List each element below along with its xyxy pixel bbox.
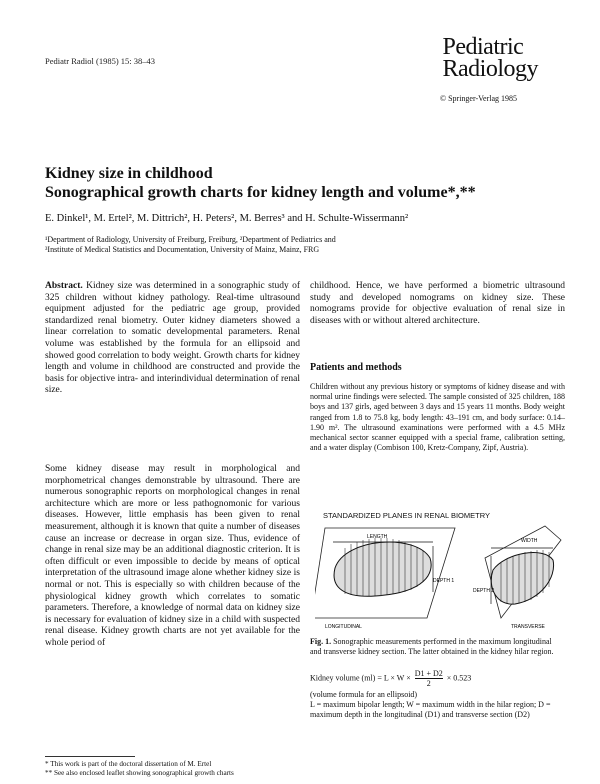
caption-label: Fig. 1. bbox=[310, 637, 332, 646]
affiliation-line1: ¹Department of Radiology, University of Freiburg, Freiburg, ²Department of Pediatrics and bbox=[45, 235, 336, 244]
figure-heading: STANDARDIZED PLANES IN RENAL BIOMETRY bbox=[323, 511, 490, 520]
formula-note-line2: L = maximum bipolar length; W = maximum width in the hilar region; D = maximum depth in the longitudinal (D1) and transverse section (D2) bbox=[310, 699, 551, 719]
affiliation-line2: ³Institute of Medical Statistics and Documentation, University of Mainz, Mainz, FRG bbox=[45, 245, 320, 254]
abstract-text: Kidney size was determined in a sonographic study of 325 children without kidney pathology. Real-time ultrasound equipment adjusted for the pediatric age group, provided standardized renal biometry. Outer kidney diameters showed a linear correlation to somatic developmental parameters. Renal volume was established by the formula for an ellipsoid and showed good correlation to body weight. Growth charts for kidney length and volume in childhood are constructed and provide the basis for objective intra- and interindividual determination of renal size. bbox=[45, 281, 301, 396]
footnotes bbox=[45, 760, 300, 778]
affiliations bbox=[45, 235, 565, 255]
abstract bbox=[45, 281, 300, 397]
figure-renal-biometry bbox=[315, 508, 565, 632]
label-depth2: DEPTH 2 bbox=[473, 588, 495, 594]
introduction-text: Some kidney disease may result in morphological and morphometrical changes demonstrable by ultrasound. There are numerous sonographic reports on morphological changes in renal architecture which are more or less pathognomonic for various diseases. However, little emphasis has been given to renal measurement, although it is known that quite a number of diseases cause an increase or decrease in organ size. Thus, evidence of change in renal size may be an additional diagnostic criterion. It is often difficult or even impossible to decide by means of optical interpretation of the ultrasound image alone whether kidney size is normal or not. This is especially so with children because of the physiological kidney growth which correlates to somatic parameters. Therefore, a knowledge of normal data on kidney size is necessary for evaluation of kidney size in a child with suspected renal disease. Kidney growth charts are not yet available for the whole period of bbox=[45, 464, 300, 648]
title-line2: Sonographical growth charts for kidney length and volume*,** bbox=[45, 184, 476, 201]
journal-name-line1: Pediatric bbox=[442, 34, 524, 60]
footnote-1: * This work is part of the doctoral dissertation of M. Ertel bbox=[45, 760, 212, 768]
formula-note-line1: (volume formula for an ellipsoid) bbox=[310, 690, 418, 699]
title-line1: Kidney size in childhood bbox=[45, 165, 213, 182]
label-transverse: TRANSVERSE bbox=[511, 624, 545, 630]
formula-fraction bbox=[415, 669, 443, 688]
formula-lhs: Kidney volume (ml) = L × W × bbox=[310, 673, 411, 683]
methods-text: Children without any previous history or symptoms of kidney disease and with normal urine findings were selected. The sample consisted of 325 children, 188 boys and 137 girls, aged between 3 days and 15 years 11 months. Body weight ranged from 1.8 to 75.8 kg, body length: 43–191 cm, and body surface: 0.14–1.90 m². The ultrasound examinations were performed with a 4.5 MHz mechanical sector scanner equipped with a special frame, calibration setting, and a water display (Combison 100, Kretz-Company, Zipf, Austria). bbox=[310, 382, 565, 453]
label-width: WIDTH bbox=[521, 538, 538, 544]
introduction-continued: childhood. Hence, we have performed a biometric ultrasound study and developed nomograms on kidney size. These nomograms provide for objective evaluation of renal size in diseases with or without altered architecture. bbox=[310, 281, 565, 326]
figure-caption bbox=[310, 637, 565, 657]
footnote-divider bbox=[45, 756, 135, 757]
label-length: LENGTH bbox=[367, 534, 388, 540]
caption-text: Sonographic measurements performed in the maximum longitudinal and transverse kidney section. The latter obtained in the kidney hilar region. bbox=[310, 637, 554, 656]
longitudinal-plane-illustration bbox=[315, 528, 455, 630]
formula-explanation bbox=[310, 690, 565, 719]
journal-name-line2: Radiology bbox=[442, 56, 538, 83]
journal-citation: Pediatr Radiol (1985) 15: 38–43 bbox=[45, 56, 156, 66]
abstract-label: Abstract. bbox=[45, 281, 83, 291]
journal-logo bbox=[442, 34, 539, 83]
label-longitudinal: LONGITUDINAL bbox=[325, 624, 362, 630]
section-heading-methods: Patients and methods bbox=[310, 362, 402, 373]
publisher-copyright: © Springer-Verlag 1985 bbox=[440, 94, 518, 103]
label-depth1: DEPTH 1 bbox=[433, 578, 455, 584]
formula-rhs: × 0.523 bbox=[446, 673, 472, 683]
formula-denominator: 2 bbox=[426, 679, 431, 688]
kidney-volume-formula bbox=[310, 669, 565, 688]
article-title bbox=[45, 164, 565, 202]
transverse-plane-illustration bbox=[473, 526, 561, 630]
formula-numerator: D1 + D2 bbox=[414, 669, 443, 678]
author-list: E. Dinkel¹, M. Ertel², M. Dittrich², H. Peters², M. Berres³ and H. Schulte-Wissermann² bbox=[45, 213, 409, 224]
footnote-2: ** See also enclosed leaflet showing sonographical growth charts bbox=[45, 768, 234, 777]
